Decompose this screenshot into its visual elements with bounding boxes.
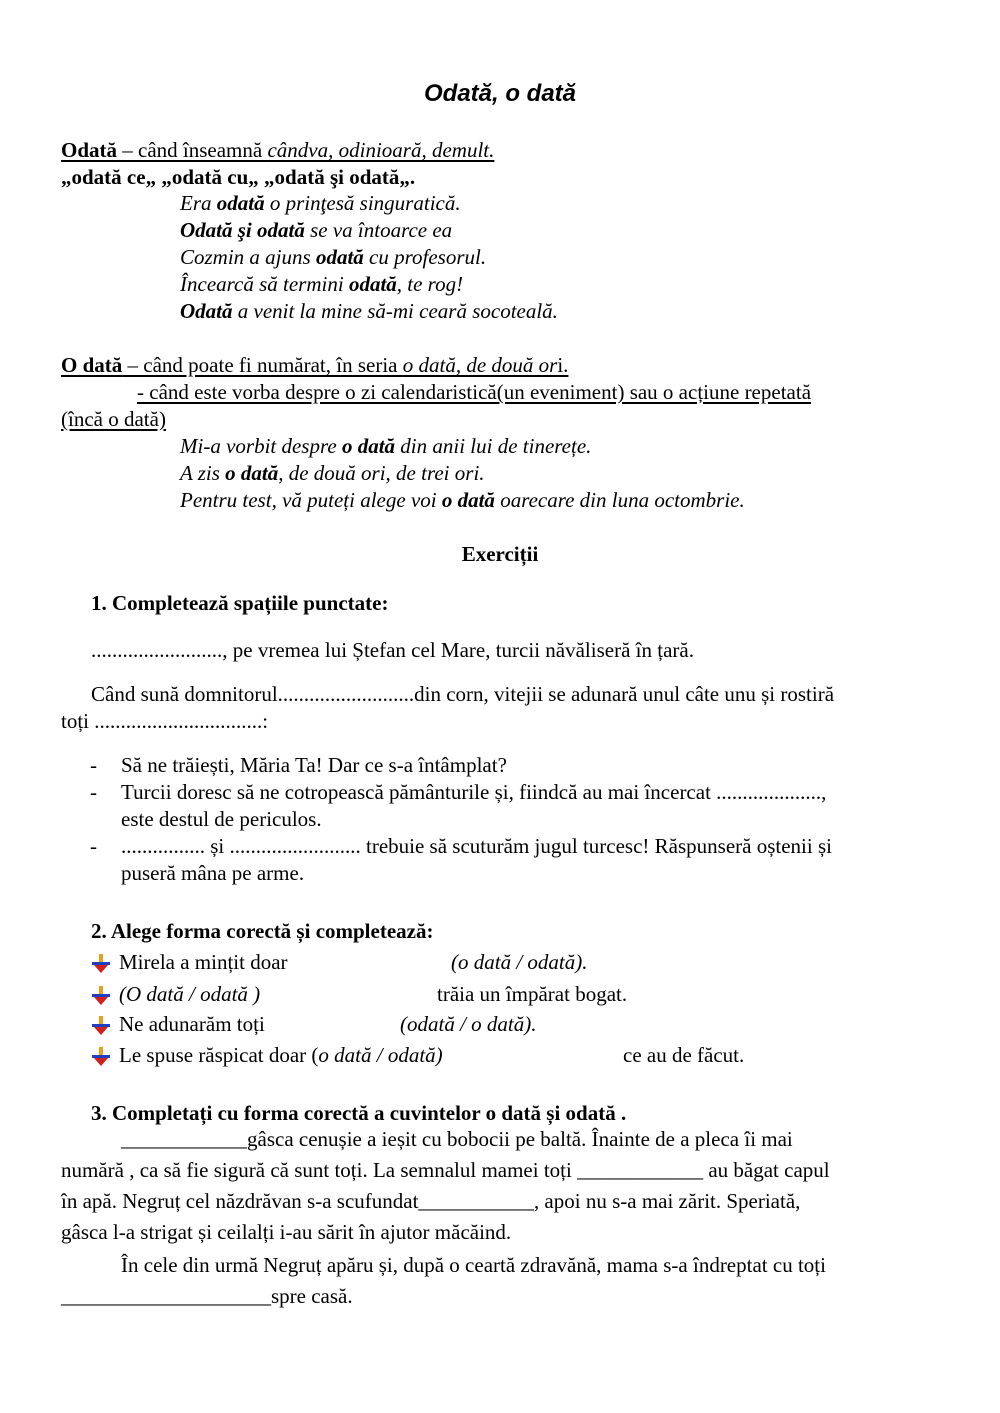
arrow-down-bullet-icon: [91, 986, 111, 1006]
exercise-2-item-1: Mirela a mințit doar: [91, 949, 288, 976]
odata-example-1: Era odată o prinţesă singuratică.: [180, 191, 461, 215]
exercise-2-heading: 2. Alege forma corectă și completează:: [91, 919, 434, 943]
exercise-1-paragraph-2: Când sună domnitorul..........................din corn, vitejii se adunară unul câte unu și rostiră: [91, 682, 835, 706]
exercise-2-item-3: Ne adunarăm toți: [91, 1011, 265, 1038]
odata-example-5: Odată a venit la mine să-mi ceară socoteală.: [180, 299, 558, 323]
arrow-down-bullet-icon: [91, 954, 111, 974]
arrow-down-bullet-icon: [91, 1047, 111, 1067]
o-data-definition: O dată – când poate fi numărat, în seria o dată, de două ori.: [61, 353, 569, 377]
arrow-down-bullet-icon: [91, 1016, 111, 1036]
odata-definition: Odată – când înseamnă cândva, odinioară, demult.: [61, 138, 495, 162]
exercise-3-line-5: În cele din urmă Negruț apăru și, după o ceartă zdravănă, mama s-a îndreptat cu toți: [121, 1253, 826, 1277]
odata-expressions: „odată ce„ „odată cu„ „odată şi odată„.: [61, 165, 416, 189]
odata-example-4: Încearcă să termini odată, te rog!: [180, 272, 464, 296]
exercise-3-line-1: ____________gâsca cenușie a ieșit cu bobocii pe baltă. Înainte de a pleca îi mai: [121, 1127, 793, 1151]
exercise-3-heading: 3. Completați cu forma corectă a cuvintelor o dată și odată .: [91, 1101, 627, 1125]
exercise-3-line-3: în apă. Negruț cel năzdrăvan s-a scufundat___________, apoi nu s-a mai zărit. Speriată,: [61, 1189, 801, 1213]
o-data-example-2: A zis o dată, de două ori, de trei ori.: [180, 461, 485, 485]
exercise-2-item-2: (O dată / odată ): [91, 981, 260, 1008]
exercise-3-line-2: numără , ca să fie sigură că sunt toți. La semnalul mamei toți ____________ au băgat capul: [61, 1158, 830, 1182]
page-title: Odată, o dată: [423, 80, 577, 107]
dialog-line-2-cont: este destul de periculos.: [121, 807, 322, 831]
exercise-2-item-4-rest: ce au de făcut.: [623, 1043, 745, 1067]
exercise-1-heading: 1. Completează spațiile punctate:: [91, 591, 389, 615]
exercise-3-line-4: gâsca l-a strigat și ceilalți i-au sărit în ajutor măcăind.: [61, 1220, 512, 1244]
exercise-3-line-6: ____________________spre casă.: [61, 1284, 353, 1308]
exercise-2-item-3-options: (odată / o dată).: [400, 1012, 537, 1036]
exercise-2-item-1-options: (o dată / odată).: [451, 950, 588, 974]
o-data-definition-line-3: (încă o dată): [61, 407, 166, 431]
exercise-1-paragraph-2-cont: toți ................................:: [61, 709, 269, 733]
o-data-definition-line-2: - când este vorba despre o zi calendaristică(un eveniment) sau o acțiune repetată: [137, 380, 812, 404]
o-data-example-1: Mi-a vorbit despre o dată din anii lui de tinerețe.: [180, 434, 592, 458]
odata-example-2: Odată şi odată se va întoarce ea: [180, 218, 453, 242]
odata-example-3: Cozmin a ajuns odată cu profesorul.: [180, 245, 487, 269]
exercise-2-item-2-rest: trăia un împărat bogat.: [437, 982, 628, 1006]
exercise-2-item-4: Le spuse răspicat doar (o dată / odată): [91, 1042, 443, 1069]
exercise-1-paragraph-1: ........................., pe vremea lui Ștefan cel Mare, turcii năvăliseră în țară.: [91, 638, 694, 662]
exercises-heading: Exerciții: [461, 542, 539, 566]
o-data-example-3: Pentru test, vă puteți alege voi o dată oarecare din luna octombrie.: [180, 488, 745, 512]
dialog-line-3-cont: puseră mâna pe arme.: [121, 861, 305, 885]
